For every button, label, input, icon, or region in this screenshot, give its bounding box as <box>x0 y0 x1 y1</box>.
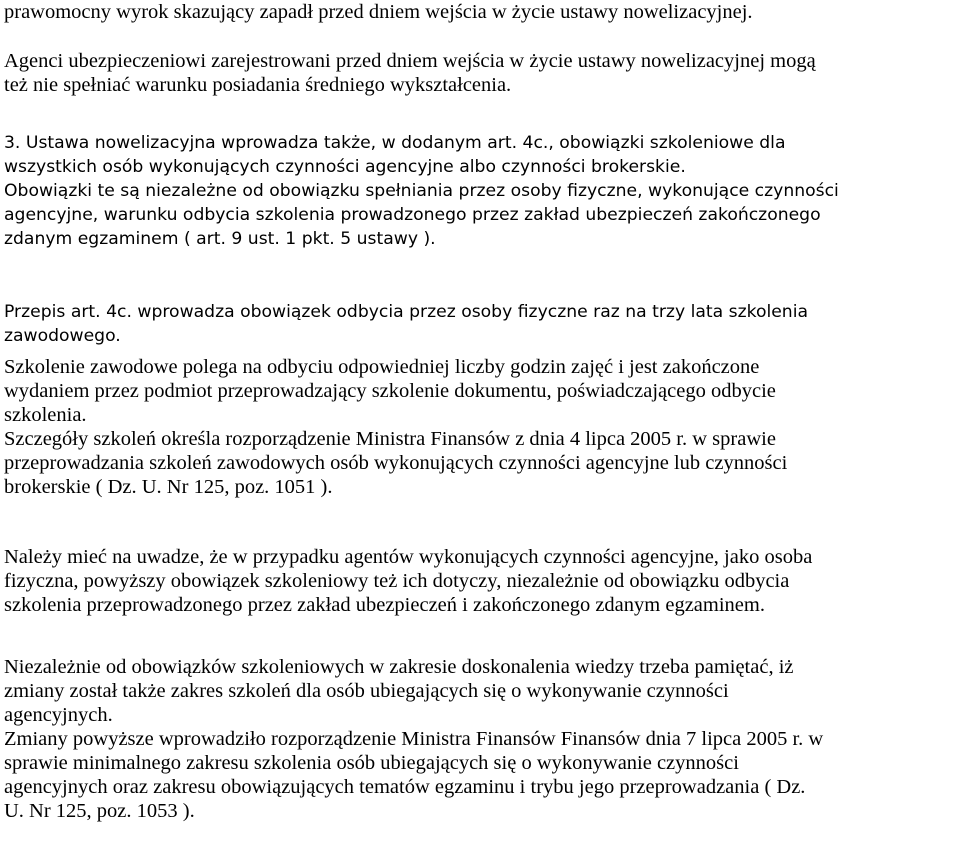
text-line: prawomocny wyrok skazujący zapadł przed dniem wejścia w życie ustawy nowelizacyjnej. <box>4 1 753 23</box>
paragraph-scope-changes <box>4 655 823 823</box>
text-line: Szkolenie zawodowe polega na odbyciu odpowiedniej liczby godzin zajęć i jest zakończone <box>4 356 760 378</box>
paragraph-verdict-note <box>4 0 753 24</box>
text-line: Niezależnie od obowiązków szkoleniowych w zakresie doskonalenia wiedzy trzeba pamiętać, iż <box>4 656 794 678</box>
text-line: agencyjnych. <box>4 704 113 726</box>
text-line: U. Nr 125, poz. 1053 ). <box>4 800 195 822</box>
text-line: zmiany został także zakres szkoleń dla osób ubiegających się o wykonywanie czynności <box>4 680 729 702</box>
text-line: przeprowadzania szkoleń zawodowych osób wykonujących czynności agencyjne lub czynności <box>4 452 788 474</box>
text-line: też nie spełniać warunku posiadania średniego wykształcenia. <box>4 74 512 96</box>
text-line: szkolenia przeprowadzonego przez zakład ubezpieczeń i zakończonego zdanym egzaminem. <box>4 594 765 616</box>
paragraph-training-duties <box>4 131 839 251</box>
paragraph-professional-training <box>4 355 787 499</box>
text-line: Agenci ubezpieczeniowi zarejestrowani przed dniem wejścia w życie ustawy nowelizacyjnej mogą <box>4 50 816 72</box>
text-line: Przepis art. 4c. wprowadza obowiązek odbycia przez osoby fizyczne raz na trzy lata szkolenia <box>4 302 809 322</box>
text-line: agencyjne, warunku odbycia szkolenia prowadzonego przez zakład ubezpieczeń zakończonego <box>4 205 821 225</box>
paragraph-agents-obligation <box>4 545 812 617</box>
text-line: Obowiązki te są niezależne od obowiązku spełniania przez osoby fizyczne, wykonujące czynności <box>4 181 839 201</box>
paragraph-agents-education <box>4 49 816 97</box>
text-line: sprawie minimalnego zakresu szkolenia osób ubiegających się o wykonywanie czynności <box>4 752 739 774</box>
text-line: Zmiany powyższe wprowadziło rozporządzenie Ministra Finansów Finansów dnia 7 lipca 2005 r. w <box>4 728 824 750</box>
text-line: 3. Ustawa nowelizacyjna wprowadza także, w dodanym art. 4c., obowiązki szkoleniowe dla <box>4 133 786 153</box>
text-line: zawodowego. <box>4 326 121 346</box>
text-line: Szczegóły szkoleń określa rozporządzenie Ministra Finansów z dnia 4 lipca 2005 r. w sprawie <box>4 428 776 450</box>
text-line: Należy mieć na uwadze, że w przypadku agentów wykonujących czynności agencyjne, jako osoba <box>4 546 813 568</box>
text-line: zdanym egzaminem ( art. 9 ust. 1 pkt. 5 ustawy ). <box>4 229 436 249</box>
paragraph-art-4c <box>4 300 808 348</box>
text-line: fizyczna, powyższy obowiązek szkoleniowy też ich dotyczy, niezależnie od obowiązku odbycia <box>4 570 790 592</box>
text-line: wydaniem przez podmiot przeprowadzający szkolenie dokumentu, poświadczającego odbycie <box>4 380 776 402</box>
text-line: agencyjnych oraz zakresu obowiązujących tematów egzaminu i trybu jego przeprowadzania ( Dz. <box>4 776 806 798</box>
text-line: brokerskie ( Dz. U. Nr 125, poz. 1051 ). <box>4 476 333 498</box>
text-line: wszystkich osób wykonujących czynności agencyjne albo czynności brokerskie. <box>4 157 686 177</box>
text-line: szkolenia. <box>4 404 87 426</box>
